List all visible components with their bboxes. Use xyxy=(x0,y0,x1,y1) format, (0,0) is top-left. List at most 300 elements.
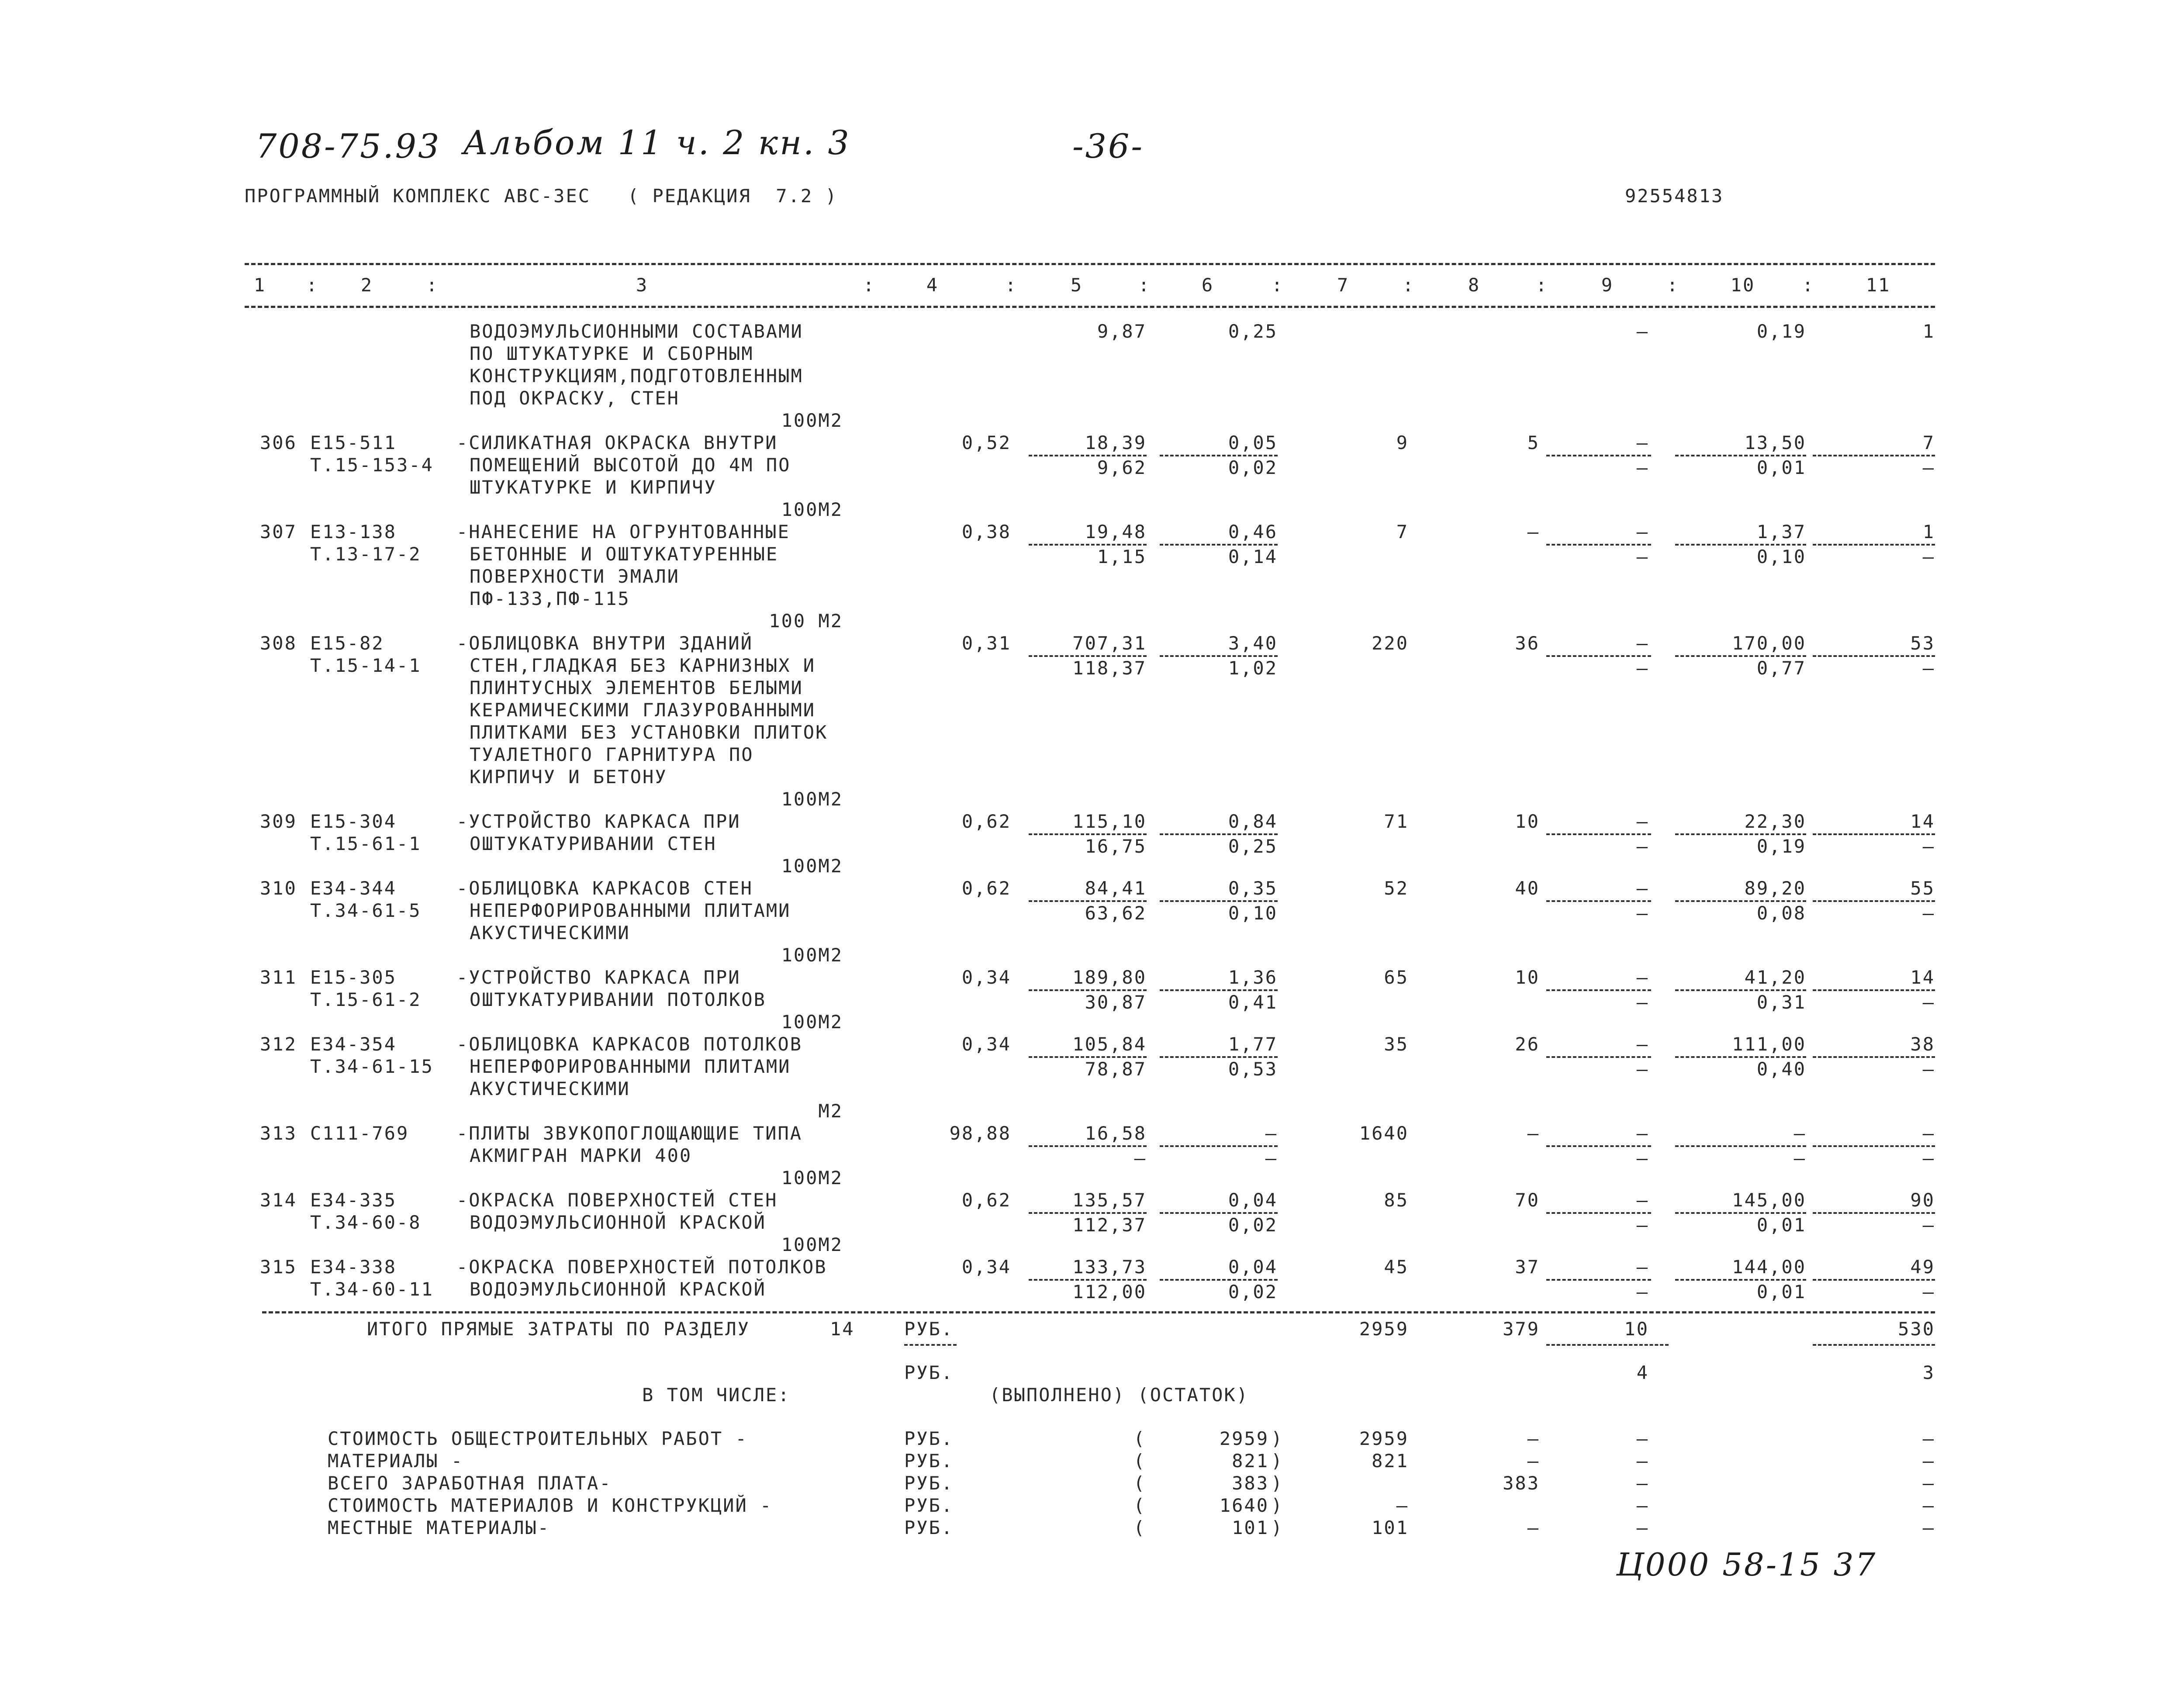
subtotal-rule xyxy=(1813,1056,1935,1058)
cell-c10: 89,20 xyxy=(1744,878,1806,899)
cell-c6: 0,05 xyxy=(1228,432,1278,453)
description-line: -ОКРАСКА ПОВЕРХНОСТЕЙ ПОТОЛКОВ xyxy=(456,1256,827,1278)
description-line: ВОДОЭМУЛЬСИОННОЙ КРАСКОЙ xyxy=(470,1212,766,1233)
breakdown-c8: – xyxy=(1527,1428,1540,1449)
cell-c9: – xyxy=(1636,1189,1649,1211)
cell-s9: – xyxy=(1636,902,1649,924)
column-header-1: 1 xyxy=(253,274,266,296)
breakdown-c11: – xyxy=(1922,1450,1935,1472)
cell-s5: 9,62 xyxy=(1097,457,1147,478)
cell-s9: – xyxy=(1636,1147,1649,1169)
breakdown-paren-open: ( xyxy=(1133,1428,1146,1449)
breakdown-label: МАТЕРИАЛЫ - xyxy=(328,1450,464,1472)
breakdown-done: 1640 xyxy=(1219,1495,1269,1516)
cell-qty: 0,38 xyxy=(961,521,1011,543)
cell-s6: 0,02 xyxy=(1228,1214,1278,1236)
totals-c7: 2959 xyxy=(1359,1318,1409,1340)
cell-c9: – xyxy=(1636,632,1649,654)
column-header-4: 4 xyxy=(926,274,939,296)
description-line: АКУСТИЧЕСКИМИ xyxy=(470,922,630,943)
breakdown-unit: РУБ. xyxy=(904,1472,954,1494)
breakdown-done: 383 xyxy=(1232,1472,1269,1494)
cell-c10: – xyxy=(1794,1123,1806,1144)
cell-c6: 0,84 xyxy=(1228,811,1278,832)
subtotal-rule xyxy=(1813,455,1935,456)
cell-c5: 105,84 xyxy=(1072,1033,1147,1055)
item-number: 310 xyxy=(260,878,297,899)
breakdown-paren-close: ) xyxy=(1271,1428,1284,1449)
subtotal-rule xyxy=(1029,1145,1147,1147)
description-line: ПФ-133,ПФ-115 xyxy=(470,588,630,609)
description-line: КОНСТРУКЦИЯМ,ПОДГОТОВЛЕННЫМ xyxy=(470,365,803,387)
done-remaining-label: (ВЫПОЛНЕНО) (ОСТАТОК) xyxy=(989,1384,1249,1406)
cell-s5: 118,37 xyxy=(1072,657,1147,679)
cell-c11: 7 xyxy=(1922,432,1935,453)
description-line: ПЛИНТУСНЫХ ЭЛЕМЕНТОВ БЕЛЫМИ xyxy=(470,677,803,698)
cell-s11: – xyxy=(1922,1147,1935,1169)
breakdown-done: 821 xyxy=(1232,1450,1269,1472)
cell-s5: 30,87 xyxy=(1085,992,1147,1013)
description-line: -УСТРОЙСТВО КАРКАСА ПРИ xyxy=(456,967,741,988)
subtotal-rule xyxy=(1675,1212,1806,1214)
subtotal-rule xyxy=(1029,989,1147,991)
cell-c11: 38 xyxy=(1910,1033,1935,1055)
cell-qty: 0,34 xyxy=(961,1033,1011,1055)
cell-s6: 0,02 xyxy=(1228,457,1278,478)
subtotal-rule xyxy=(1675,544,1806,546)
breakdown-label: МЕСТНЫЕ МАТЕРИАЛЫ- xyxy=(328,1517,550,1538)
subtotal-rule xyxy=(1160,1212,1278,1214)
subtotal-rule xyxy=(1160,989,1278,991)
subtotal-rule xyxy=(1546,833,1651,835)
unit-label: 100М2 xyxy=(781,499,843,520)
cell-c8: 70 xyxy=(1515,1189,1540,1211)
cell-qty: 0,52 xyxy=(961,432,1011,453)
cell-s9: – xyxy=(1636,1281,1649,1303)
cell-s6: 0,14 xyxy=(1228,546,1278,567)
breakdown-unit: РУБ. xyxy=(904,1517,954,1538)
page-number: -36- xyxy=(1072,127,1144,166)
subtotal-rule xyxy=(1029,455,1147,456)
subtotal-rule xyxy=(1546,989,1651,991)
cell-c5: 133,73 xyxy=(1072,1256,1147,1278)
description-line: АКУСТИЧЕСКИМИ xyxy=(470,1078,630,1099)
unit-label: 100М2 xyxy=(781,855,843,877)
cell-s11: – xyxy=(1922,546,1935,567)
cell-s11: – xyxy=(1922,902,1935,924)
totals-c9: 10 xyxy=(1624,1318,1649,1340)
subtotal-rule xyxy=(1546,1212,1651,1214)
item-ref: Т.15-61-2 xyxy=(310,989,422,1010)
column-separator: : xyxy=(1138,274,1151,296)
subtotal-rule xyxy=(1813,655,1935,657)
column-header-3: 3 xyxy=(636,274,649,296)
subtotal-rule xyxy=(1546,900,1651,902)
cell-c11: 1 xyxy=(1922,521,1935,543)
item-code: Е13-138 xyxy=(310,521,397,543)
cell-c7: 9 xyxy=(1396,432,1409,453)
description-line: ШТУКАТУРКЕ И КИРПИЧУ xyxy=(470,477,717,498)
description-line: -ОБЛИЦОВКА ВНУТРИ ЗДАНИЙ xyxy=(456,632,753,654)
breakdown-c7: 101 xyxy=(1372,1517,1409,1538)
breakdown-paren-open: ( xyxy=(1133,1450,1146,1472)
breakdown-c11: – xyxy=(1922,1517,1935,1538)
description-line: КИРПИЧУ И БЕТОНУ xyxy=(470,766,667,788)
cell-qty: 0,62 xyxy=(961,811,1011,832)
table-top-rule xyxy=(245,263,1935,265)
program-title: ПРОГРАММНЫЙ КОМПЛЕКС АВС-3ЕС ( РЕДАКЦИЯ 7.2 ) xyxy=(245,185,838,207)
description-line: -ПЛИТЫ ЗВУКОПОГЛОЩАЮЩИЕ ТИПА xyxy=(456,1123,803,1144)
subtotal-rule xyxy=(1675,1279,1806,1281)
cell-c9: – xyxy=(1636,811,1649,832)
subtotal-rule xyxy=(1813,900,1935,902)
cell-s10: 0,01 xyxy=(1756,1214,1806,1236)
breakdown-label: СТОИМОСТЬ МАТЕРИАЛОВ И КОНСТРУКЦИЙ - xyxy=(328,1495,773,1516)
cell-c8: 10 xyxy=(1515,967,1540,988)
totals-section: 14 xyxy=(830,1318,855,1340)
cell-c10: 1,37 xyxy=(1756,521,1806,543)
subtotal-rule xyxy=(1029,1212,1147,1214)
item-number: 314 xyxy=(260,1189,297,1211)
item-code: Е34-354 xyxy=(310,1033,397,1055)
column-header-10: 10 xyxy=(1730,274,1755,296)
cell-c9: – xyxy=(1636,1256,1649,1278)
cell-c8: 5 xyxy=(1527,432,1540,453)
totals-label: ИТОГО ПРЯМЫЕ ЗАТРАТЫ ПО РАЗДЕЛУ xyxy=(367,1318,750,1340)
cell-c11: 53 xyxy=(1910,632,1935,654)
cell-c11: 49 xyxy=(1910,1256,1935,1278)
breakdown-c11: – xyxy=(1922,1428,1935,1449)
description-line: ПО ШТУКАТУРКЕ И СБОРНЫМ xyxy=(470,343,754,364)
cell-s10: – xyxy=(1794,1147,1806,1169)
cell-s10: 0,10 xyxy=(1756,546,1806,567)
cell-s11: – xyxy=(1922,657,1935,679)
subtotal-rule xyxy=(1160,544,1278,546)
item-code: Е34-335 xyxy=(310,1189,397,1211)
description-line: СТЕН,ГЛАДКАЯ БЕЗ КАРНИЗНЫХ И xyxy=(470,655,816,676)
breakdown-c8: – xyxy=(1527,1517,1540,1538)
cell-c8: 40 xyxy=(1515,878,1540,899)
cell-c10: 170,00 xyxy=(1732,632,1806,654)
description-line: -ОКРАСКА ПОВЕРХНОСТЕЙ СТЕН xyxy=(456,1189,778,1211)
cell-c8: 36 xyxy=(1515,632,1540,654)
archive-stamp: Ц000 58-15 37 xyxy=(1616,1546,1877,1583)
cell-s5: – xyxy=(1134,1147,1147,1169)
unit-label: 100М2 xyxy=(781,410,843,431)
item-number: 315 xyxy=(260,1256,297,1278)
totals-c11b: 3 xyxy=(1922,1362,1935,1383)
subtotal-rule xyxy=(1160,1056,1278,1058)
subtotal-rule xyxy=(1160,900,1278,902)
cell-c8: 26 xyxy=(1515,1033,1540,1055)
breakdown-label: СТОИМОСТЬ ОБЩЕСТРОИТЕЛЬНЫХ РАБОТ - xyxy=(328,1428,748,1449)
totals-unit2: РУБ. xyxy=(904,1362,954,1383)
unit-label: 100М2 xyxy=(781,1234,843,1255)
subtotal-rule xyxy=(1029,544,1147,546)
item-code: С111-769 xyxy=(310,1123,409,1144)
breakdown-paren-open: ( xyxy=(1133,1472,1146,1494)
breakdown-c9: – xyxy=(1636,1517,1649,1538)
cell-c6: 0,04 xyxy=(1228,1256,1278,1278)
totals-sub-rule xyxy=(904,1344,957,1346)
item-number: 311 xyxy=(260,967,297,988)
cell-c7: 1640 xyxy=(1359,1123,1409,1144)
item-number: 308 xyxy=(260,632,297,654)
subtotal-rule xyxy=(1160,1279,1278,1281)
cell-c5: 189,80 xyxy=(1072,967,1147,988)
totals-unit: РУБ. xyxy=(904,1318,954,1340)
cell-c7: 85 xyxy=(1384,1189,1409,1211)
unit-label: М2 xyxy=(818,1100,843,1122)
column-header-6: 6 xyxy=(1201,274,1214,296)
cell-c7: 220 xyxy=(1372,632,1409,654)
cell-c6: 0,35 xyxy=(1228,878,1278,899)
item-number: 309 xyxy=(260,811,297,832)
subtotal-rule xyxy=(1675,989,1806,991)
subtotal-rule xyxy=(1546,544,1651,546)
column-separator: : xyxy=(306,274,319,296)
cell-c6: 3,40 xyxy=(1228,632,1278,654)
item-ref: Т.15-153-4 xyxy=(310,454,434,476)
album-code: 708-75.93 xyxy=(256,127,441,166)
cell-s5: 112,37 xyxy=(1072,1214,1147,1236)
subtotal-rule xyxy=(1813,1212,1935,1214)
column-header-8: 8 xyxy=(1468,274,1481,296)
cell-c7: 35 xyxy=(1384,1033,1409,1055)
cell-c9: – xyxy=(1636,321,1649,342)
item-code: Е15-82 xyxy=(310,632,384,654)
cell-c11: 14 xyxy=(1910,967,1935,988)
cell-c10: 144,00 xyxy=(1732,1256,1806,1278)
column-separator: : xyxy=(1802,274,1815,296)
cell-c9: – xyxy=(1636,1033,1649,1055)
cell-qty: 0,31 xyxy=(961,632,1011,654)
cell-s9: – xyxy=(1636,992,1649,1013)
breakdown-paren-open: ( xyxy=(1133,1517,1146,1538)
cell-s5: 112,00 xyxy=(1072,1281,1147,1303)
breakdown-c9: – xyxy=(1636,1450,1649,1472)
cell-s9: – xyxy=(1636,1214,1649,1236)
cell-c7: 52 xyxy=(1384,878,1409,899)
cell-c7: 65 xyxy=(1384,967,1409,988)
subtotal-rule xyxy=(1160,655,1278,657)
breakdown-c11: – xyxy=(1922,1472,1935,1494)
cell-c9: – xyxy=(1636,432,1649,453)
subtotal-rule xyxy=(1675,455,1806,456)
cell-c6: 0,04 xyxy=(1228,1189,1278,1211)
subtotal-rule xyxy=(1813,1279,1935,1281)
cell-s10: 0,77 xyxy=(1756,657,1806,679)
cell-c5: 707,31 xyxy=(1072,632,1147,654)
cell-s11: – xyxy=(1922,457,1935,478)
totals-c11: 530 xyxy=(1898,1318,1935,1340)
description-line: ОШТУКАТУРИВАНИИ ПОТОЛКОВ xyxy=(470,989,766,1010)
cell-c8: 10 xyxy=(1515,811,1540,832)
cell-s5: 16,75 xyxy=(1085,836,1147,857)
item-number: 306 xyxy=(260,432,297,453)
description-line: -ОБЛИЦОВКА КАРКАСОВ ПОТОЛКОВ xyxy=(456,1033,803,1055)
description-line: ПОВЕРХНОСТИ ЭМАЛИ xyxy=(470,566,680,587)
cell-c8: – xyxy=(1527,521,1540,543)
subtotal-rule xyxy=(1675,900,1806,902)
breakdown-done: 101 xyxy=(1232,1517,1269,1538)
item-code: Е15-305 xyxy=(310,967,397,988)
unit-label: 100М2 xyxy=(781,1011,843,1033)
breakdown-unit: РУБ. xyxy=(904,1450,954,1472)
cell-c11: 90 xyxy=(1910,1189,1935,1211)
breakdown-c9: – xyxy=(1636,1428,1649,1449)
cell-c9: – xyxy=(1636,878,1649,899)
breakdown-paren-close: ) xyxy=(1271,1472,1284,1494)
cell-c10: 22,30 xyxy=(1744,811,1806,832)
breakdown-label: ВСЕГО ЗАРАБОТНАЯ ПЛАТА- xyxy=(328,1472,612,1494)
subtotal-rule xyxy=(1029,900,1147,902)
subtotal-rule xyxy=(1546,1279,1651,1281)
item-code: Е15-511 xyxy=(310,432,397,453)
cell-c7: 7 xyxy=(1396,521,1409,543)
cell-c6: 1,77 xyxy=(1228,1033,1278,1055)
cell-s11: – xyxy=(1922,1058,1935,1080)
breakdown-c11: – xyxy=(1922,1495,1935,1516)
description-line: ПОД ОКРАСКУ, СТЕН xyxy=(470,387,680,409)
subtotal-rule xyxy=(1160,455,1278,456)
subtotal-rule xyxy=(1675,1056,1806,1058)
description-line: ПЛИТКАМИ БЕЗ УСТАНОВКИ ПЛИТОК xyxy=(470,722,828,743)
cell-c6: 1,36 xyxy=(1228,967,1278,988)
column-separator: : xyxy=(1666,274,1679,296)
header-bottom-rule xyxy=(245,306,1935,308)
cell-c6: 0,46 xyxy=(1228,521,1278,543)
cell-c6: – xyxy=(1265,1123,1278,1144)
unit-label: 100 М2 xyxy=(769,610,843,632)
item-ref: Т.34-61-15 xyxy=(310,1056,434,1077)
cell-c7: 71 xyxy=(1384,811,1409,832)
description-line: БЕТОННЫЕ И ОШТУКАТУРЕННЫЕ xyxy=(470,543,779,565)
subtotal-rule xyxy=(1813,989,1935,991)
breakdown-unit: РУБ. xyxy=(904,1495,954,1516)
cell-s6: 0,53 xyxy=(1228,1058,1278,1080)
subtotal-rule xyxy=(1813,544,1935,546)
description-line: -НАНЕСЕНИЕ НА ОГРУНТОВАННЫЕ xyxy=(456,521,790,543)
cell-c9: – xyxy=(1636,967,1649,988)
subtotal-rule xyxy=(1029,833,1147,835)
subtotal-rule xyxy=(1546,1056,1651,1058)
item-ref: Т.15-14-1 xyxy=(310,655,422,676)
cell-c5: 16,58 xyxy=(1085,1123,1147,1144)
cell-c6: 0,25 xyxy=(1228,321,1278,342)
cell-c10: 41,20 xyxy=(1744,967,1806,988)
cell-c9: – xyxy=(1636,1123,1649,1144)
cell-qty: 98,88 xyxy=(949,1123,1011,1144)
description-line: ТУАЛЕТНОГО ГАРНИТУРА ПО xyxy=(470,744,754,765)
cell-c11: – xyxy=(1922,1123,1935,1144)
item-number: 307 xyxy=(260,521,297,543)
breakdown-paren-close: ) xyxy=(1271,1495,1284,1516)
column-header-5: 5 xyxy=(1070,274,1083,296)
cell-s10: 0,31 xyxy=(1756,992,1806,1013)
item-ref: Т.15-61-1 xyxy=(310,833,422,854)
item-code: Е15-304 xyxy=(310,811,397,832)
breakdown-paren-close: ) xyxy=(1271,1450,1284,1472)
breakdown-paren-open: ( xyxy=(1133,1495,1146,1516)
subtotal-rule xyxy=(1546,1145,1651,1147)
column-header-9: 9 xyxy=(1601,274,1614,296)
subtotal-rule xyxy=(1029,1279,1147,1281)
column-separator: : xyxy=(863,274,876,296)
cell-c5: 18,39 xyxy=(1085,432,1147,453)
item-code: Е34-344 xyxy=(310,878,397,899)
unit-label: 100М2 xyxy=(781,788,843,810)
cell-s6: 0,10 xyxy=(1228,902,1278,924)
totals-rule xyxy=(262,1311,1935,1313)
cell-s10: 0,01 xyxy=(1756,457,1806,478)
subtotal-rule xyxy=(1813,833,1935,835)
description-line: ВОДОЭМУЛЬСИОННОЙ КРАСКОЙ xyxy=(470,1279,766,1300)
cell-s10: 0,19 xyxy=(1756,836,1806,857)
item-number: 312 xyxy=(260,1033,297,1055)
cell-c10: 111,00 xyxy=(1732,1033,1806,1055)
description-line: -ОБЛИЦОВКА КАРКАСОВ СТЕН xyxy=(456,878,753,899)
unit-label: 100М2 xyxy=(781,944,843,966)
description-line: ПОМЕЩЕНИЙ ВЫСОТОЙ ДО 4М ПО xyxy=(470,454,791,476)
subtotal-rule xyxy=(1546,655,1651,657)
cell-c5: 9,87 xyxy=(1097,321,1147,342)
subtotal-rule xyxy=(1675,833,1806,835)
subtotal-rule xyxy=(1160,1145,1278,1147)
item-number: 313 xyxy=(260,1123,297,1144)
breakdown-done: 2959 xyxy=(1219,1428,1269,1449)
breakdown-c9: – xyxy=(1636,1495,1649,1516)
unit-label: 100М2 xyxy=(781,1167,843,1189)
cell-c10: 13,50 xyxy=(1744,432,1806,453)
description-line: НЕПЕРФОРИРОВАННЫМИ ПЛИТАМИ xyxy=(470,1056,791,1077)
description-line: КЕРАМИЧЕСКИМИ ГЛАЗУРОВАННЫМИ xyxy=(470,699,816,721)
totals-c9b: 4 xyxy=(1636,1362,1649,1383)
cell-c8: – xyxy=(1527,1123,1540,1144)
breakdown-paren-close: ) xyxy=(1271,1517,1284,1538)
cell-s11: – xyxy=(1922,836,1935,857)
description-line: НЕПЕРФОРИРОВАННЫМИ ПЛИТАМИ xyxy=(470,900,791,921)
item-ref: Т.34-60-11 xyxy=(310,1279,434,1300)
cell-s10: 0,40 xyxy=(1756,1058,1806,1080)
column-header-7: 7 xyxy=(1337,274,1350,296)
cell-c5: 19,48 xyxy=(1085,521,1147,543)
cell-s6: 0,02 xyxy=(1228,1281,1278,1303)
cell-c11: 55 xyxy=(1910,878,1935,899)
item-ref: Т.13-17-2 xyxy=(310,543,422,565)
cell-s10: 0,01 xyxy=(1756,1281,1806,1303)
cell-s9: – xyxy=(1636,546,1649,567)
cell-s9: – xyxy=(1636,836,1649,857)
column-header-2: 2 xyxy=(360,274,373,296)
cell-s9: – xyxy=(1636,657,1649,679)
cell-c5: 115,10 xyxy=(1072,811,1147,832)
column-separator: : xyxy=(1535,274,1548,296)
subtotal-rule xyxy=(1160,833,1278,835)
breakdown-c7: 821 xyxy=(1372,1450,1409,1472)
cell-c11: 14 xyxy=(1910,811,1935,832)
description-line: -УСТРОЙСТВО КАРКАСА ПРИ xyxy=(456,811,741,832)
subtotal-rule xyxy=(1675,655,1806,657)
column-separator: : xyxy=(1271,274,1284,296)
cell-s11: – xyxy=(1922,992,1935,1013)
description-line: ОШТУКАТУРИВАНИИ СТЕН xyxy=(470,833,717,854)
description-line: ВОДОЭМУЛЬСИОННЫМИ СОСТАВАМИ xyxy=(470,321,803,342)
cell-c10: 0,19 xyxy=(1756,321,1806,342)
breakdown-unit: РУБ. xyxy=(904,1428,954,1449)
item-ref: Т.34-60-8 xyxy=(310,1212,422,1233)
description-line: -СИЛИКАТНАЯ ОКРАСКА ВНУТРИ xyxy=(456,432,778,453)
